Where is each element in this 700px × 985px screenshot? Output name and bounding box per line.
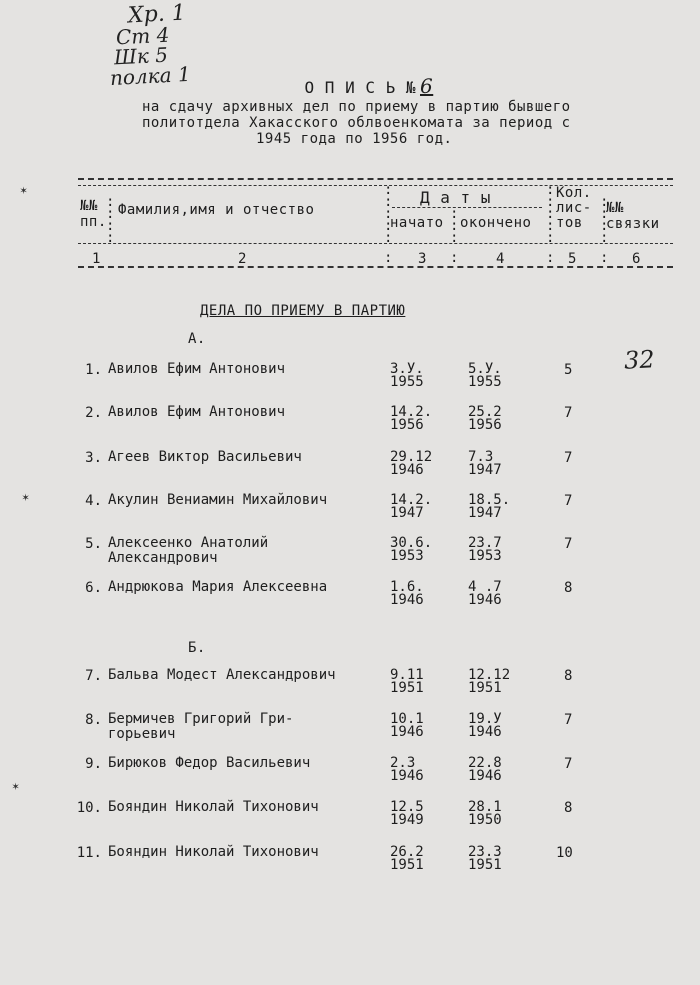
- header-separator: : : : : :: [546, 182, 555, 246]
- row-end-year: 1953: [468, 548, 502, 564]
- col-header-end: окончено: [460, 215, 532, 231]
- number-separator: :: [450, 250, 459, 266]
- binding-hole-icon: ✶: [22, 490, 30, 504]
- header-separator: : : :: [450, 206, 459, 246]
- row-number: 5.: [85, 536, 102, 552]
- row-number: 10.: [76, 800, 102, 816]
- row-start-year: 1951: [390, 857, 424, 873]
- row-name: Бояндин Николай Тихонович: [108, 799, 319, 815]
- row-number: 8.: [85, 712, 102, 728]
- row-start-year: 1955: [390, 374, 424, 390]
- row-start-day: 3.У.: [390, 361, 424, 377]
- row-sheets: 8: [564, 668, 573, 684]
- row-number: 1.: [85, 362, 102, 378]
- row-start-day: 2.3: [390, 755, 416, 771]
- row-end-day: 22.8: [468, 755, 502, 771]
- header-separator: : : : :: [106, 194, 115, 246]
- row-number: 7.: [85, 668, 102, 684]
- row-end-day: 19.У: [468, 711, 502, 727]
- row-start-year: 1946: [390, 768, 424, 784]
- number-separator: :: [384, 250, 393, 266]
- letter-heading-b: Б.: [188, 640, 206, 656]
- col-number-3: 3: [418, 251, 427, 267]
- row-sheets: 7: [564, 712, 573, 728]
- col-header-start: начато: [390, 215, 444, 231]
- col-number-1: 1: [92, 251, 101, 267]
- row-start-day: 30.6.: [390, 535, 433, 551]
- row-start-year: 1953: [390, 548, 424, 564]
- row-start-day: 29.12: [390, 449, 433, 465]
- row-name: Агеев Виктор Васильевич: [108, 449, 302, 465]
- row-start-year: 1949: [390, 812, 424, 828]
- row-end-year: 1956: [468, 417, 502, 433]
- row-start-day: 14.2.: [390, 404, 433, 420]
- archive-note-line2: Ст 4: [115, 22, 170, 50]
- col-number-6: 6: [632, 251, 641, 267]
- table-top-rule: [78, 178, 673, 180]
- list-item: [0, 580, 700, 620]
- row-name: Бояндин Николай Тихонович: [108, 844, 319, 860]
- col-number-2: 2: [238, 251, 247, 267]
- row-end-year: 1946: [468, 592, 502, 608]
- row-number: 11.: [76, 845, 102, 861]
- row-sheets: 5: [564, 362, 573, 378]
- row-end-year: 1946: [468, 724, 502, 740]
- row-end-year: 1951: [468, 680, 502, 696]
- row-name: Бермичев Григорий Гри- горьевич: [108, 711, 294, 742]
- row-number: 9.: [85, 756, 102, 772]
- row-sheets: 7: [564, 493, 573, 509]
- col-header-dates: Д а т ы: [420, 188, 491, 207]
- row-start-year: 1956: [390, 417, 424, 433]
- row-end-day: 12.12: [468, 667, 511, 683]
- list-item: [0, 362, 700, 402]
- row-name: Алексеенко Анатолий Александрович: [108, 535, 269, 566]
- row-end-day: 18.5.: [468, 492, 511, 508]
- header-separator: : : : :: [600, 194, 609, 246]
- row-end-year: 1947: [468, 505, 502, 521]
- row-sheets: 8: [564, 580, 573, 596]
- row-end-year: 1951: [468, 857, 502, 873]
- row-name: Бирюков Федор Васильевич: [108, 755, 311, 771]
- table-mid-rule: [78, 243, 673, 244]
- number-separator: :: [546, 250, 555, 266]
- row-end-year: 1955: [468, 374, 502, 390]
- row-sheets: 7: [564, 536, 573, 552]
- list-item: [0, 668, 700, 708]
- row-name: Андрюкова Мария Алексеевна: [108, 579, 328, 595]
- row-name: Авилов Ефим Антонович: [108, 404, 286, 420]
- row-number: 3.: [85, 450, 102, 466]
- header-separator: : : : : :: [384, 182, 393, 246]
- dates-underline: [392, 207, 542, 208]
- col-header-num: №№ пп.: [80, 198, 107, 230]
- inventory-number: 6: [420, 74, 434, 98]
- row-name: Авилов Ефим Антонович: [108, 361, 286, 377]
- row-sheets: 7: [564, 756, 573, 772]
- row-end-day: 23.3: [468, 844, 502, 860]
- row-start-day: 9.11: [390, 667, 424, 683]
- row-start-day: 1.6.: [390, 579, 424, 595]
- row-sheets: 7: [564, 450, 573, 466]
- col-number-5: 5: [568, 251, 577, 267]
- list-item: [0, 536, 700, 576]
- row-end-day: 25.2: [468, 404, 502, 420]
- description-line-3: 1945 года по 1956 год.: [256, 131, 453, 147]
- row-sheets: 7: [564, 405, 573, 421]
- inventory-title: О П И С Ь № 6: [304, 74, 434, 98]
- col-header-sheets: Кол. лис- тов: [556, 185, 592, 231]
- list-item: [0, 800, 700, 840]
- row-number: 4.: [85, 493, 102, 509]
- letter-heading-a: А.: [188, 331, 206, 347]
- table-bottom-rule: [78, 266, 673, 268]
- archive-note-line3: Шк 5: [113, 42, 169, 70]
- row-number: 2.: [85, 405, 102, 421]
- archive-note-line4: полка 1: [109, 61, 192, 91]
- col-header-name: Фамилия,имя и отчество: [118, 202, 315, 218]
- list-item: [0, 493, 700, 533]
- row-start-day: 10.1: [390, 711, 424, 727]
- list-item: [0, 845, 700, 885]
- row-end-day: 7.3: [468, 449, 494, 465]
- row-start-year: 1951: [390, 680, 424, 696]
- row-end-year: 1946: [468, 768, 502, 784]
- list-item: [0, 756, 700, 796]
- row-end-year: 1950: [468, 812, 502, 828]
- page-mark: 32: [623, 345, 656, 375]
- row-end-year: 1947: [468, 462, 502, 478]
- row-number: 6.: [85, 580, 102, 596]
- list-item: [0, 405, 700, 445]
- description-line-2: политотдела Хакасского облвоенкомата за период с: [142, 115, 571, 131]
- row-name: Бальва Модест Александрович: [108, 667, 336, 683]
- row-start-year: 1946: [390, 462, 424, 478]
- row-sheets: 10: [556, 845, 573, 861]
- binding-hole-icon: ✶: [12, 779, 20, 793]
- list-item: [0, 712, 700, 752]
- row-name: Акулин Вениамин Михайлович: [108, 492, 328, 508]
- row-end-day: 4 .7: [468, 579, 502, 595]
- section-title: ДЕЛА ПО ПРИЕМУ В ПАРТИЮ: [200, 303, 406, 319]
- number-separator: :: [600, 250, 609, 266]
- col-header-bundle: №№ связки: [606, 200, 660, 232]
- row-start-year: 1947: [390, 505, 424, 521]
- row-start-year: 1946: [390, 724, 424, 740]
- row-end-day: 28.1: [468, 799, 502, 815]
- row-start-day: 12.5: [390, 799, 424, 815]
- row-sheets: 8: [564, 800, 573, 816]
- row-start-day: 14.2.: [390, 492, 433, 508]
- row-end-day: 5.У.: [468, 361, 502, 377]
- description-line-1: на сдачу архивных дел по приему в партию бывшего: [142, 99, 571, 115]
- list-item: [0, 450, 700, 490]
- archive-note-line1: Хр. 1: [127, 0, 187, 29]
- row-end-day: 23.7: [468, 535, 502, 551]
- row-start-day: 26.2: [390, 844, 424, 860]
- binding-hole-icon: ✶: [20, 183, 28, 197]
- row-start-year: 1946: [390, 592, 424, 608]
- col-number-4: 4: [496, 251, 505, 267]
